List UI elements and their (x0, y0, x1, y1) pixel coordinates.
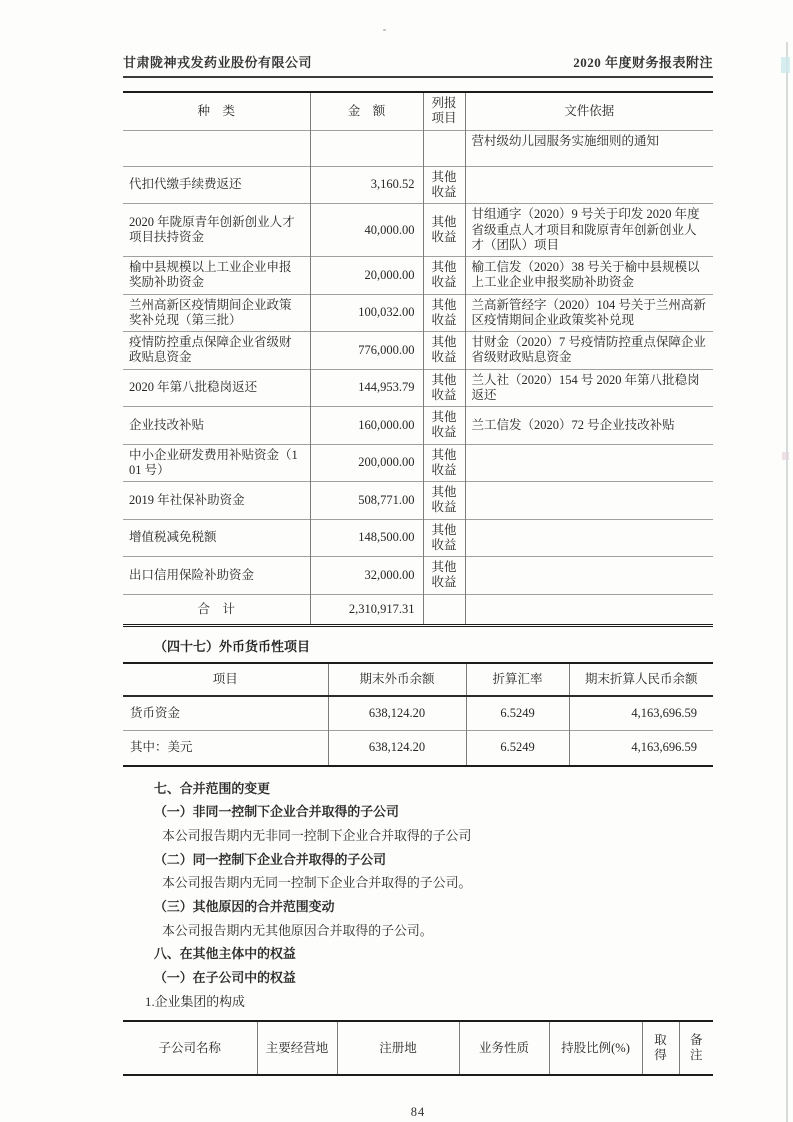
cell-item: 其他收益 (423, 369, 465, 407)
table-row (123, 166, 713, 204)
fx-cell-balance: 638,124.20 (328, 696, 466, 731)
page-header (123, 52, 713, 78)
cell-amount: 3,160.52 (310, 166, 423, 204)
section-heading-7-2: （二）同一控制下企业合并取得的子公司 (154, 852, 387, 867)
cell-item: 其他收益 (423, 557, 465, 595)
cell-kind: 代扣代缴手续费返还 (123, 166, 310, 204)
fx-cell-rmb: 4,163,696.59 (569, 731, 713, 766)
cell-kind: 2020 年第八批稳岗返还 (123, 369, 310, 407)
cell-basis (465, 594, 713, 625)
scan-edge-artifact (786, 42, 788, 1122)
section-heading-8-1: （一）在子公司中的权益 (154, 971, 296, 985)
cell-basis: 兰高新管经字（2020）104 号关于兰州高新区疫情期间企业政策奖补兑现 (465, 294, 713, 332)
cell-kind (123, 130, 310, 166)
sub-header-business-nature: 业务性质 (459, 1021, 549, 1076)
fx-row (123, 696, 713, 731)
section-heading-7-1: （一）非同一控制下企业合并取得的子公司 (154, 805, 399, 820)
fx-header-rate: 折算汇率 (466, 663, 569, 696)
cell-kind: 兰州高新区疫情期间企业政策奖补兑现（第三批） (123, 294, 310, 332)
cell-item: 其他收益 (423, 257, 465, 295)
sub-header-acquired: 取得 (642, 1021, 679, 1076)
subsidiary-header-row (123, 1021, 713, 1076)
cell-total-label: 合 计 (123, 594, 310, 625)
page-number: 84 (410, 1105, 426, 1120)
fx-cell-balance: 638,124.20 (328, 731, 466, 766)
header-cell-amount: 金 额 (310, 92, 423, 130)
sub-header-registration-place: 注册地 (337, 1021, 459, 1076)
header-cell-kind: 种 类 (123, 92, 310, 130)
cell-amount: 144,953.79 (310, 369, 423, 407)
cell-amount: 160,000.00 (310, 407, 423, 445)
cell-kind: 增值税减免税额 (123, 519, 310, 557)
scan-smudge (781, 57, 790, 73)
cell-amount: 148,500.00 (310, 519, 423, 557)
scan-smudge (782, 452, 789, 460)
report-title: 2020 年度财务报表附注 (573, 55, 713, 70)
cell-item: 其他收益 (423, 482, 465, 520)
section-paragraph: 本公司报告期内无非同一控制下企业合并取得的子公司 (162, 828, 472, 843)
cell-total-amount: 2,310,917.31 (310, 594, 423, 625)
sub-header-shareholding: 持股比例(%) (549, 1021, 642, 1076)
cell-basis: 营村级幼儿园服务实施细则的通知 (465, 130, 713, 166)
section-47-heading: （四十七）外币货币性项目 (154, 638, 311, 654)
fx-cell-item: 其中：美元 (123, 731, 328, 766)
fx-cell-item: 货币资金 (123, 696, 328, 731)
sub-header-remarks: 备注 (679, 1021, 713, 1076)
section-paragraph: 本公司报告期内无同一控制下企业合并取得的子公司。 (162, 876, 472, 891)
cell-item: 其他收益 (423, 204, 465, 257)
section-heading-7: 七、合并范围的变更 (154, 781, 271, 796)
cell-amount: 40,000.00 (310, 204, 423, 257)
table-row (123, 332, 713, 370)
cell-item: 其他收益 (423, 294, 465, 332)
cell-amount (310, 130, 423, 166)
cell-amount: 32,000.00 (310, 557, 423, 595)
main-content (123, 91, 713, 1076)
fx-header-item: 项目 (123, 663, 328, 696)
cell-amount: 20,000.00 (310, 257, 423, 295)
sub-header-operation-place: 主要经营地 (257, 1021, 337, 1076)
company-name: 甘肃陇神戎发药业股份有限公司 (123, 55, 313, 70)
cell-kind: 2020 年陇原青年创新创业人才项目扶持资金 (123, 204, 310, 257)
cell-amount: 508,771.00 (310, 482, 423, 520)
cell-item: 其他收益 (423, 519, 465, 557)
cell-item (423, 594, 465, 625)
cell-kind: 出口信用保险补助资金 (123, 557, 310, 595)
cell-kind: 企业技改补贴 (123, 407, 310, 445)
cell-item: 其他收益 (423, 407, 465, 445)
cell-amount: 100,032.00 (310, 294, 423, 332)
cell-amount: 776,000.00 (310, 332, 423, 370)
table-row (123, 130, 713, 166)
cell-basis: 兰人社（2020）154 号 2020 年第八批稳岗返还 (465, 369, 713, 407)
cell-basis: 甘财金（2020）7 号疫情防控重点保障企业省级财政贴息资金 (465, 332, 713, 370)
scan-speck (383, 29, 386, 31)
fx-cell-rmb: 4,163,696.59 (569, 696, 713, 731)
cell-basis (465, 166, 713, 204)
table-row (123, 519, 713, 557)
cell-item: 其他收益 (423, 332, 465, 370)
cell-kind: 2019 年社保补助资金 (123, 482, 310, 520)
table-row (123, 444, 713, 482)
table-row (123, 557, 713, 595)
fx-header-balance: 期末外币余额 (328, 663, 466, 696)
table-row (123, 257, 713, 295)
cell-basis (465, 444, 713, 482)
header-cell-basis: 文件依据 (465, 92, 713, 130)
table-row (123, 204, 713, 257)
cell-basis: 榆工信发（2020）38 号关于榆中县规模以上工业企业申报奖励补助资金 (465, 257, 713, 295)
subsidiary-table (123, 1020, 713, 1077)
table-header-row (123, 92, 713, 130)
header-cell-item: 列报项目 (423, 92, 465, 130)
cell-basis: 兰工信发（2020）72 号企业技改补贴 (465, 407, 713, 445)
cell-kind: 榆中县规模以上工业企业申报奖励补助资金 (123, 257, 310, 295)
fx-row (123, 731, 713, 766)
text-sections (123, 782, 713, 1009)
table-row (123, 369, 713, 407)
cell-amount: 200,000.00 (310, 444, 423, 482)
section-heading-8: 八、在其他主体中的权益 (154, 947, 296, 962)
cell-item: 其他收益 (423, 166, 465, 204)
cell-item: 其他收益 (423, 444, 465, 482)
table-row (123, 294, 713, 332)
table-total-row (123, 594, 713, 625)
fx-header-row (123, 663, 713, 696)
cell-item (423, 130, 465, 166)
fx-table (123, 662, 713, 767)
fx-cell-rate: 6.5249 (466, 696, 569, 731)
fx-cell-rate: 6.5249 (466, 731, 569, 766)
cell-basis: 甘组通字（2020）9 号关于印发 2020 年度省级重点人才项目和陇原青年创新创业人才（团队）项目 (465, 204, 713, 257)
sub-header-name: 子公司名称 (123, 1021, 257, 1076)
cell-basis (465, 557, 713, 595)
table-row (123, 482, 713, 520)
fx-header-rmb: 期末折算人民币余额 (569, 663, 713, 696)
cell-kind: 疫情防控重点保障企业省级财政贴息资金 (123, 332, 310, 370)
table-row (123, 407, 713, 445)
cell-basis (465, 519, 713, 557)
subsidy-table (123, 91, 713, 627)
section-item-1: 1.企业集团的构成 (145, 994, 245, 1009)
cell-kind: 中小企业研发费用补贴资金（101 号） (123, 444, 310, 482)
cell-basis (465, 482, 713, 520)
section-heading-7-3: （三）其他原因的合并范围变动 (154, 899, 335, 914)
section-paragraph: 本公司报告期内无其他原因合并取得的子公司。 (162, 923, 433, 938)
